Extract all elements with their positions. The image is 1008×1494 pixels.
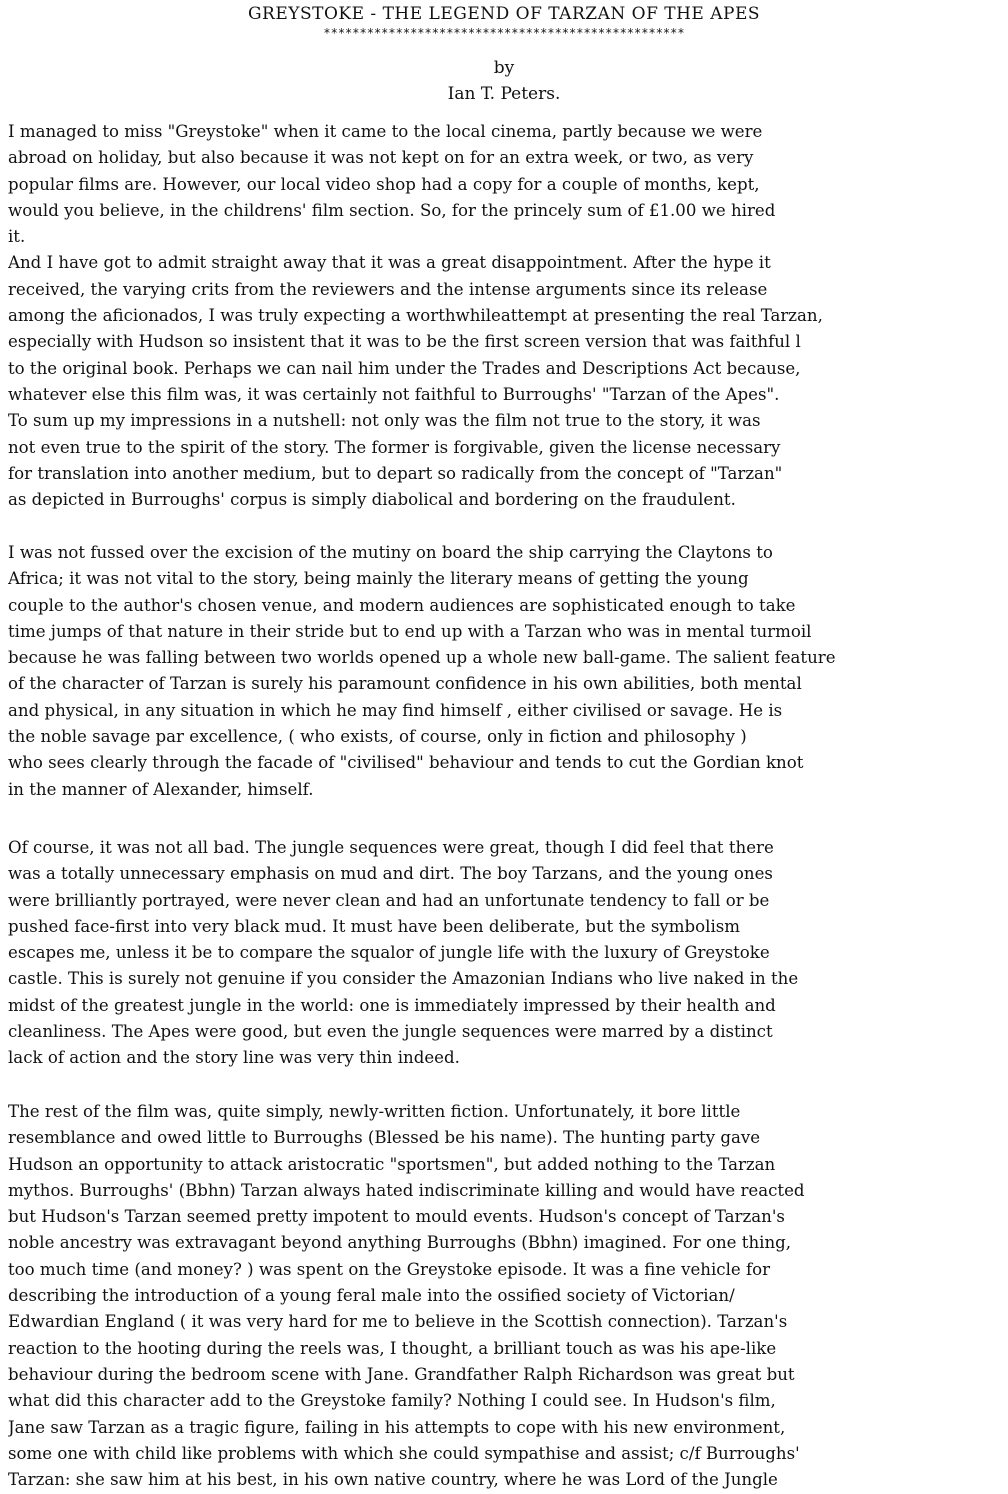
text-line: among the aficionados, I was truly expecting a worthwhileattempt at presenting the real Tarzan, [8, 306, 823, 326]
text-line: Hudson an opportunity to attack aristocratic "sportsmen", but added nothing to the Tarzan [8, 1154, 776, 1174]
author-name: Ian T. Peters. [447, 84, 561, 104]
text-line: to the original book. Perhaps we can nail him under the Trades and Descriptions Act because, [8, 358, 801, 378]
text-line: abroad on holiday, but also because it was not kept on for an extra week, or two, as very [8, 148, 754, 168]
text-line: for translation into another medium, but to depart so radically from the concept of "Tarzan" [8, 463, 783, 483]
text-line: of the character of Tarzan is surely his paramount confidence in his own abilities, both mental [8, 674, 802, 694]
text-line: escapes me, unless it be to compare the squalor of jungle life with the luxury of Greystoke [8, 943, 770, 963]
text-line: noble ancestry was extravagant beyond anything Burroughs (Bbhn) imagined. For one thing, [8, 1233, 792, 1253]
text-line: some one with child like problems with which she could sympathise and assist; c/f Burroughs' [8, 1443, 800, 1463]
text-line: lack of action and the story line was very thin indeed. [8, 1048, 460, 1068]
text-line: reaction to the hooting during the reels was, I thought, a brilliant touch as was his ape-like [8, 1338, 777, 1358]
text-line: not even true to the spirit of the story. The former is forgivable, given the license necessary [8, 437, 781, 457]
text-line: And I have got to admit straight away that it was a great disappointment. After the hype it [8, 253, 771, 273]
text-line: mythos. Burroughs' (Bbhn) Tarzan always hated indiscriminate killing and would have reacted [8, 1180, 805, 1200]
text-line: were brilliantly portrayed, were never clean and had an unfortunate tendency to fall or be [8, 890, 770, 910]
paragraph-3 [8, 835, 1002, 1072]
text-line: the noble savage par excellence, ( who exists, of course, only in fiction and philosophy ) [8, 727, 747, 747]
text-line: was a totally unnecessary emphasis on mud and dirt. The boy Tarzans, and the young ones [8, 864, 773, 884]
text-line: Of course, it was not all bad. The jungle sequences were great, though I did feel that there [8, 838, 774, 857]
text-line: who sees clearly through the facade of "civilised" behaviour and tends to cut the Gordian knot [8, 753, 804, 773]
text-line: couple to the author's chosen venue, and modern audiences are sophisticated enough to take [8, 595, 796, 615]
text-line: Jane saw Tarzan as a tragic figure, failing in his attempts to cope with his new environment, [8, 1417, 786, 1437]
text-line: too much time (and money? ) was spent on the Greystoke episode. It was a fine vehicle for [8, 1259, 771, 1279]
text-line: especially with Hudson so insistent that it was to be the first screen version that was faithful l [8, 332, 801, 352]
text-line: describing the introduction of a young feral male into the ossified society of Victorian/ [8, 1286, 735, 1306]
text-line: in the manner of Alexander, himself. [8, 779, 314, 799]
text-line: I was not fussed over the excision of the mutiny on board the ship carrying the Claytons to [8, 543, 773, 562]
text-line: behaviour during the bedroom scene with Jane. Grandfather Ralph Richardson was great but [8, 1364, 795, 1384]
text-line: whatever else this film was, it was certainly not faithful to Burroughs' "Tarzan of the Apes". [8, 384, 780, 404]
text-line: because he was falling between two worlds opened up a whole new ball-game. The salient feature [8, 648, 836, 668]
byline-by: by [493, 58, 515, 78]
paragraph-1 [8, 119, 1002, 513]
text-line: what did this character add to the Greystoke family? Nothing I could see. In Hudson's film, [8, 1391, 776, 1411]
text-line: Africa; it was not vital to the story, being mainly the literary means of getting the young [8, 569, 749, 589]
text-line: To sum up my impressions in a nutshell: not only was the film not true to the story, it was [8, 411, 761, 431]
text-line: Edwardian England ( it was very hard for me to believe in the Scottish connection). Tarzan's [8, 1312, 788, 1332]
text-line: it. [8, 227, 26, 247]
text-line: would you believe, in the childrens' film section. So, for the princely sum of £1.00 we hired [8, 200, 776, 220]
paragraph-4 [8, 1099, 1002, 1493]
text-line: time jumps of that nature in their stride but to end up with a Tarzan who was in mental turmoil [8, 621, 812, 641]
text-line: cleanliness. The Apes were good, but even the jungle sequences were marred by a distinct [8, 1022, 773, 1042]
text-line: and physical, in any situation in which he may find himself , either civilised or savage. He is [8, 700, 783, 720]
text-line: popular films are. However, our local video shop had a copy for a couple of months, kept, [8, 174, 760, 194]
text-line: resemblance and owed little to Burroughs (Blessed be his name). The hunting party gave [8, 1128, 761, 1148]
text-line: received, the varying crits from the reviewers and the intense arguments since its release [8, 279, 768, 299]
text-line: The rest of the film was, quite simply, newly-written fiction. Unfortunately, it bore little [8, 1102, 741, 1121]
text-line: Tarzan: she saw him at his best, in his own native country, where he was Lord of the Jungle [8, 1470, 778, 1490]
paragraph-2 [8, 540, 1002, 803]
text-line: I managed to miss "Greystoke" when it came to the local cinema, partly because we were [8, 122, 763, 141]
text-line: pushed face-first into very black mud. It must have been deliberate, but the symbolism [8, 916, 741, 936]
title-underline-rule: ************************************************** [323, 26, 685, 40]
text-line: but Hudson's Tarzan seemed pretty impotent to mould events. Hudson's concept of Tarzan's [8, 1207, 785, 1227]
article-title: GREYSTOKE - THE LEGEND OF TARZAN OF THE APES [247, 4, 761, 24]
text-line: midst of the greatest jungle in the world: one is immediately impressed by their health and [8, 995, 776, 1015]
text-line: as depicted in Burroughs' corpus is simply diabolical and bordering on the fraudulent. [8, 490, 736, 510]
text-line: castle. This is surely not genuine if you consider the Amazonian Indians who live naked in the [8, 969, 799, 989]
